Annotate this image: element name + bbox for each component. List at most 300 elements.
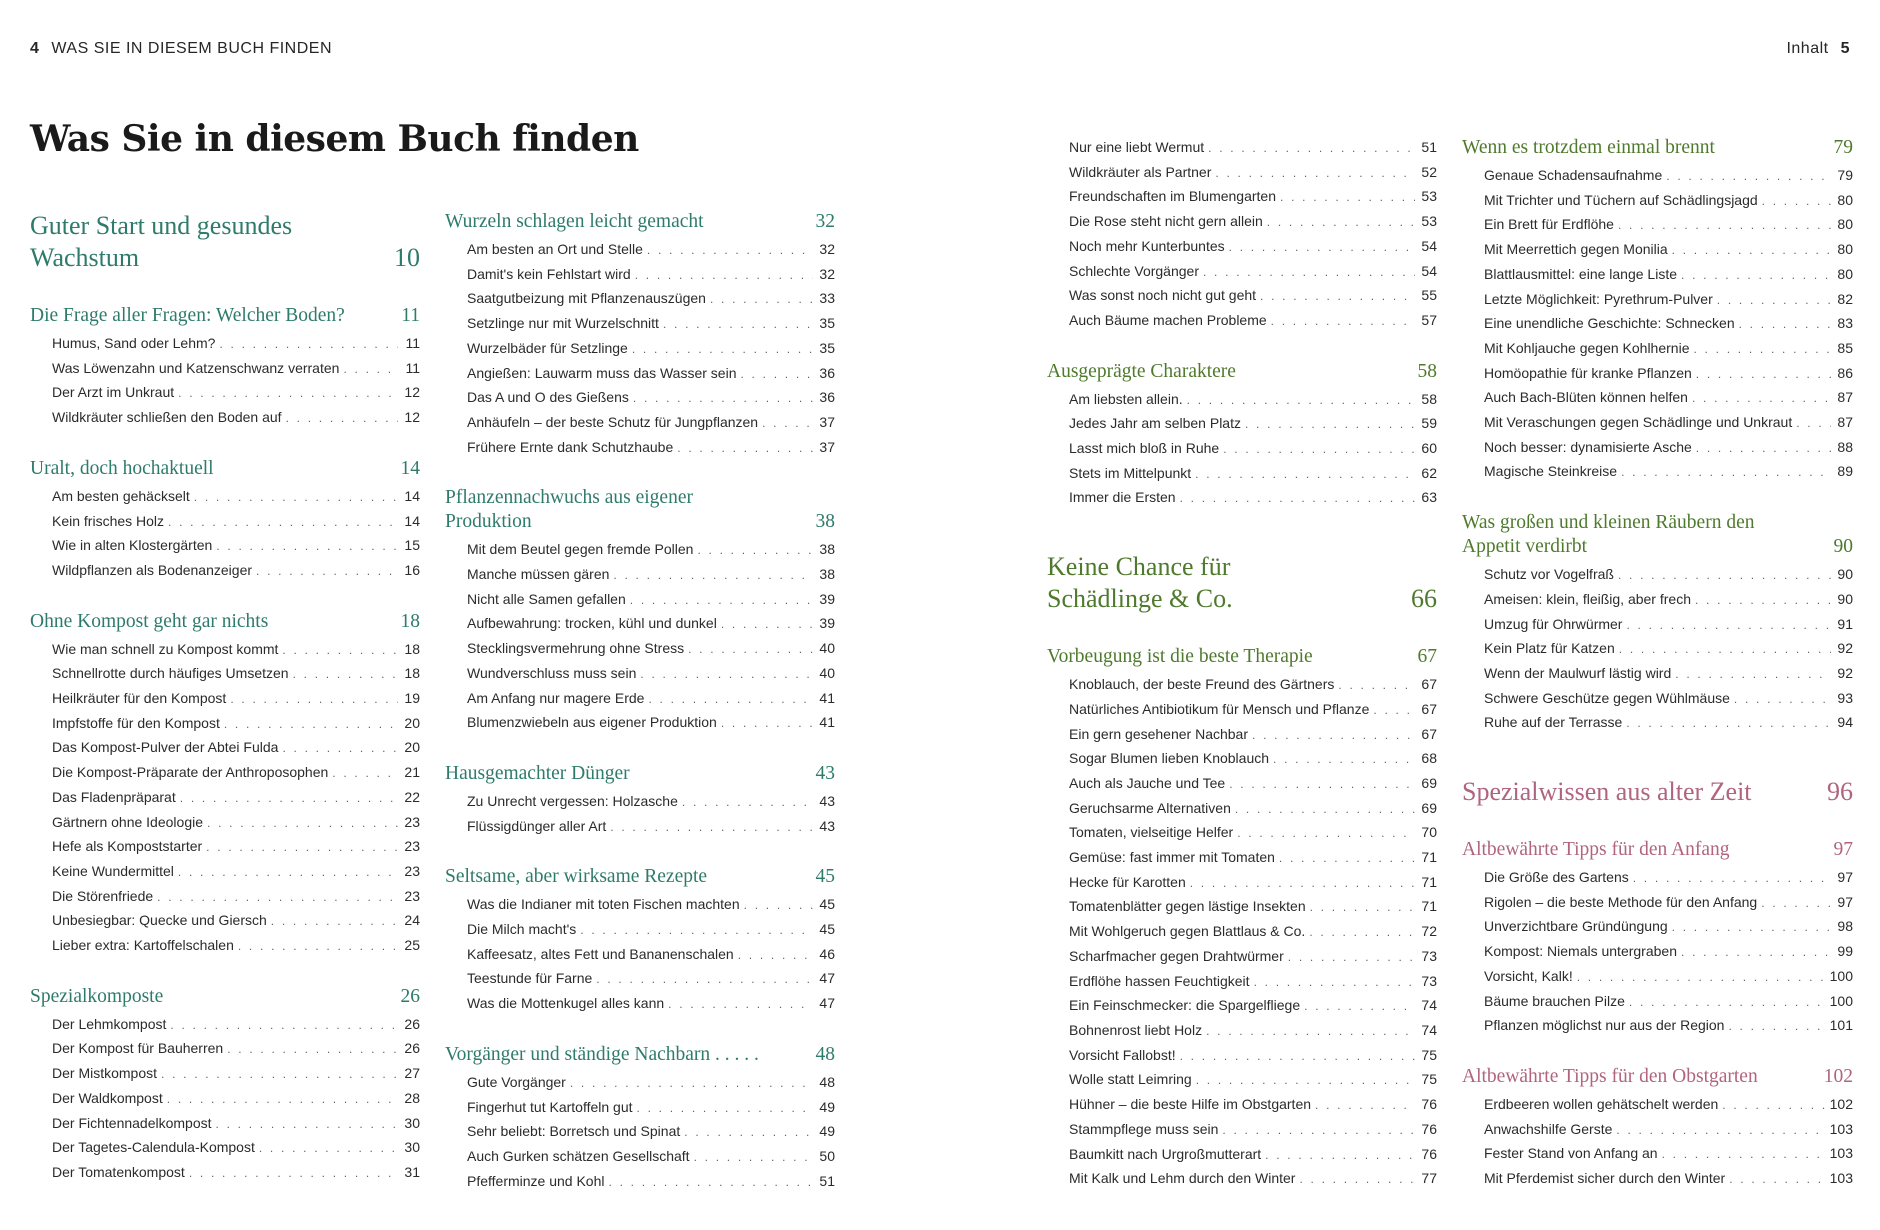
toc-entry[interactable] — [1047, 260, 1437, 285]
toc-entry[interactable] — [1047, 821, 1437, 846]
entry-title: Kein frisches Holz — [52, 512, 165, 529]
toc-entry[interactable] — [445, 815, 835, 840]
entry-page: 91 — [1837, 615, 1853, 632]
toc-entry[interactable] — [445, 662, 835, 687]
entry-page: 28 — [404, 1089, 420, 1106]
section-heading[interactable] — [30, 304, 420, 328]
entry-page: 90 — [1837, 566, 1853, 583]
entry-title: Bäume brauchen Pilze — [1484, 992, 1625, 1009]
toc-entry[interactable] — [30, 1112, 420, 1137]
entry-page: 14 — [404, 512, 420, 529]
toc-entry[interactable] — [445, 411, 835, 436]
dot-leader — [286, 407, 398, 431]
dot-leader — [762, 412, 813, 436]
entry-page: 18 — [404, 665, 420, 682]
toc-entry[interactable] — [1462, 940, 1853, 965]
dot-leader — [1237, 822, 1415, 846]
toc-entry[interactable] — [30, 1062, 420, 1087]
dot-leader — [744, 894, 813, 918]
section-title: Altbewährte Tipps für den Anfang — [1462, 839, 1730, 861]
dot-leader — [259, 1137, 398, 1161]
toc-entry[interactable] — [445, 687, 835, 712]
entry-title: Die Rose steht nicht gern allein — [1069, 213, 1263, 230]
toc-entry[interactable] — [445, 992, 835, 1017]
toc-entry[interactable] — [1462, 362, 1853, 387]
toc-entry[interactable] — [445, 386, 835, 411]
toc-entry[interactable] — [445, 538, 835, 563]
entry-page: 49 — [819, 1098, 835, 1115]
section-title: Die Frage aller Fragen: Welcher Boden? — [30, 305, 345, 326]
entry-page: 73 — [1421, 947, 1437, 964]
dot-leader — [1616, 1119, 1825, 1143]
dot-leader — [647, 239, 813, 263]
entry-title: Flüssigdünger aller Art — [467, 817, 607, 834]
toc-entry[interactable] — [1462, 637, 1853, 662]
toc-entry[interactable] — [1047, 161, 1437, 186]
toc-entry[interactable] — [445, 563, 835, 588]
toc-entry[interactable] — [1047, 772, 1437, 797]
dot-leader — [238, 935, 398, 959]
dot-leader — [1626, 712, 1831, 736]
section-heading[interactable] — [445, 210, 835, 234]
toc-entry[interactable] — [1462, 891, 1853, 916]
toc-entry[interactable] — [1462, 164, 1853, 189]
dot-leader — [570, 1072, 813, 1096]
toc-entry[interactable] — [1462, 386, 1853, 411]
section-heading[interactable] — [1047, 360, 1437, 384]
entry-page: 80 — [1837, 216, 1853, 233]
dot-leader — [613, 564, 813, 588]
toc-entry[interactable] — [30, 357, 420, 382]
section-title: Uralt, doch hochaktuell — [30, 457, 214, 479]
toc-entry[interactable] — [30, 909, 420, 934]
entry-page: 46 — [819, 945, 835, 962]
toc-entry[interactable] — [1462, 613, 1853, 638]
toc-entry[interactable] — [445, 711, 835, 736]
entry-title: Wildpflanzen als Bodenanzeiger — [52, 561, 253, 578]
entry-title: Ruhe auf der Terrasse — [1484, 714, 1623, 731]
toc-section — [445, 1043, 835, 1195]
section-page: 38 — [815, 511, 835, 533]
toc-entry[interactable] — [1462, 711, 1853, 736]
entry-title: Tomatenblätter gegen lästige Insekten — [1069, 898, 1306, 915]
toc-entry[interactable] — [1462, 866, 1853, 891]
entry-title: Mit Pferdemist sicher durch den Winter — [1484, 1170, 1726, 1187]
toc-entry[interactable] — [30, 761, 420, 786]
dot-leader — [1633, 867, 1831, 891]
toc-entry[interactable] — [445, 312, 835, 337]
entry-title: Der Arzt im Unkraut — [52, 384, 175, 401]
toc-entry[interactable] — [1047, 846, 1437, 871]
dot-leader — [1739, 313, 1831, 337]
section-heading[interactable] — [445, 762, 835, 786]
entry-page: 69 — [1421, 799, 1437, 816]
toc-entry[interactable] — [1462, 1167, 1853, 1192]
dot-leader — [1223, 438, 1415, 462]
dot-leader — [178, 382, 398, 406]
dot-leader — [668, 993, 813, 1017]
entry-title: Auch Bäume machen Probleme — [1069, 311, 1267, 328]
toc-section — [1047, 136, 1437, 334]
dot-leader — [640, 663, 813, 687]
dot-leader — [1222, 1119, 1415, 1143]
toc-entry[interactable] — [30, 332, 420, 357]
entry-page: 102 — [1829, 1095, 1853, 1112]
dot-leader — [332, 762, 398, 786]
toc-entry[interactable] — [445, 1170, 835, 1195]
entry-page: 30 — [404, 1114, 420, 1131]
toc-entry[interactable] — [30, 406, 420, 431]
toc-entry[interactable] — [30, 381, 420, 406]
toc-entry[interactable] — [1462, 1014, 1853, 1039]
toc-entry[interactable] — [445, 436, 835, 461]
dot-leader — [1722, 1094, 1825, 1118]
toc-entry[interactable] — [445, 337, 835, 362]
dot-leader — [1180, 1045, 1415, 1069]
dot-leader — [1245, 413, 1415, 437]
toc-entry[interactable] — [1047, 1143, 1437, 1168]
toc-entry[interactable] — [1047, 1019, 1437, 1044]
entry-page: 20 — [404, 739, 420, 756]
entry-title: Am liebsten allein. — [1069, 390, 1183, 407]
section-heading[interactable] — [30, 457, 420, 481]
entry-page: 39 — [819, 590, 835, 607]
toc-entry[interactable] — [445, 1145, 835, 1170]
entry-page: 86 — [1837, 364, 1853, 381]
toc-entry[interactable] — [1047, 747, 1437, 772]
toc-entry[interactable] — [1047, 1068, 1437, 1093]
toc-entry[interactable] — [1047, 1118, 1437, 1143]
toc-entry[interactable] — [1047, 673, 1437, 698]
dot-leader — [194, 486, 398, 510]
dot-leader — [648, 688, 813, 712]
toc-entry[interactable] — [1047, 210, 1437, 235]
dot-leader — [635, 264, 813, 288]
dot-leader — [580, 919, 813, 943]
section-page: 18 — [400, 610, 420, 632]
toc-entry[interactable] — [1047, 1167, 1437, 1192]
entry-page: 103 — [1829, 1145, 1853, 1162]
entry-title: Homöopathie für kranke Pflanzen — [1484, 364, 1692, 381]
dot-leader — [1681, 941, 1831, 965]
toc-entry[interactable] — [30, 1087, 420, 1112]
entry-title: Mit dem Beutel gegen fremde Pollen — [467, 541, 694, 558]
entry-title: Die Kompost-Präparate der Anthroposophen — [52, 764, 329, 781]
toc-entry[interactable] — [445, 1071, 835, 1096]
toc-entry[interactable] — [1462, 238, 1853, 263]
toc-entry[interactable] — [30, 1161, 420, 1186]
toc-entry[interactable] — [1047, 486, 1437, 511]
toc-entry[interactable] — [30, 662, 420, 687]
dot-leader — [637, 1097, 813, 1121]
entry-page: 59 — [1421, 415, 1437, 432]
toc-entry[interactable] — [445, 238, 835, 263]
toc-entry[interactable] — [30, 485, 420, 510]
toc-entry[interactable] — [1462, 588, 1853, 613]
toc-entry[interactable] — [30, 1136, 420, 1161]
toc-entry[interactable] — [445, 943, 835, 968]
entry-page: 40 — [819, 640, 835, 657]
section-heading[interactable] — [30, 985, 420, 1009]
entry-title: Anwachshilfe Gerste — [1484, 1120, 1613, 1137]
running-head-left — [30, 40, 332, 58]
dot-leader — [216, 1113, 398, 1137]
section-title: Hausgemachter Dünger — [445, 762, 630, 784]
entry-title: Wildkräuter schließen den Boden auf — [52, 409, 282, 426]
dot-leader — [1619, 638, 1831, 662]
toc-entry[interactable] — [1047, 797, 1437, 822]
entry-page: 92 — [1837, 640, 1853, 657]
entry-page: 87 — [1837, 414, 1853, 431]
entry-title: Auch Gurken schätzen Gesellschaft — [467, 1147, 690, 1164]
entry-page: 51 — [1421, 139, 1437, 155]
dot-leader — [1696, 437, 1831, 461]
entry-title: Frühere Ernte dank Schutzhaube — [467, 438, 674, 455]
entry-title: Was sonst noch nicht gut geht — [1069, 287, 1257, 304]
toc-column-2 — [445, 210, 835, 1220]
toc-entry[interactable] — [1462, 563, 1853, 588]
toc-entry[interactable] — [1047, 437, 1437, 462]
section-heading[interactable] — [1047, 645, 1437, 669]
toc-entry[interactable] — [445, 612, 835, 637]
section-heading[interactable] — [1462, 1065, 1853, 1089]
entry-title: Mit Kohljauche gegen Kohlhernie — [1484, 339, 1690, 356]
entry-title: Die Störenfriede — [52, 887, 154, 904]
dot-leader — [1662, 1143, 1826, 1167]
toc-entry[interactable] — [30, 510, 420, 535]
dot-leader — [633, 387, 813, 411]
entry-title: Gemüse: fast immer mit Tomaten — [1069, 849, 1275, 866]
chapter-page: 96 — [1827, 777, 1853, 807]
toc-entry[interactable] — [1047, 462, 1437, 487]
toc-entry[interactable] — [30, 885, 420, 910]
toc-entry[interactable] — [1047, 309, 1437, 334]
toc-entry[interactable] — [1047, 895, 1437, 920]
toc-entry[interactable] — [1462, 915, 1853, 940]
toc-entry[interactable] — [1047, 136, 1437, 161]
section-heading[interactable] — [445, 486, 835, 534]
toc-entry[interactable] — [30, 736, 420, 761]
entry-title: Das Fladenpräparat — [52, 788, 176, 805]
toc-section — [30, 610, 420, 959]
entry-page: 68 — [1421, 750, 1437, 767]
toc-entry[interactable] — [1462, 1142, 1853, 1167]
toc-entry[interactable] — [445, 1096, 835, 1121]
entry-title: Letzte Möglichkeit: Pyrethrum-Pulver — [1484, 290, 1713, 307]
toc-entry[interactable] — [445, 790, 835, 815]
toc-entry[interactable] — [1047, 412, 1437, 437]
dot-leader — [1279, 847, 1415, 871]
entry-page: 52 — [1421, 163, 1437, 180]
entry-page: 101 — [1829, 1017, 1853, 1034]
toc-entry[interactable] — [445, 588, 835, 613]
toc-entry[interactable] — [30, 534, 420, 559]
toc-entry[interactable] — [1462, 990, 1853, 1015]
entry-page: 73 — [1421, 972, 1437, 989]
toc-entry[interactable] — [1462, 662, 1853, 687]
dot-leader — [167, 1088, 398, 1112]
dot-leader — [1280, 186, 1415, 210]
dot-leader — [1693, 338, 1831, 362]
toc-entry[interactable] — [1047, 970, 1437, 995]
chapter-title: Keine Chance für Schädlinge & Co. — [1047, 552, 1233, 614]
entry-title: Wolle statt Leimring — [1069, 1071, 1192, 1088]
entry-page: 67 — [1421, 700, 1437, 717]
chapter-heading[interactable] — [30, 210, 420, 274]
entry-title: Mit Meerrettich gegen Monilia — [1484, 241, 1668, 258]
toc-entry[interactable] — [1462, 213, 1853, 238]
toc-entry[interactable] — [30, 934, 420, 959]
toc-entry[interactable] — [1047, 920, 1437, 945]
toc-entry[interactable] — [1047, 284, 1437, 309]
toc-entry[interactable] — [1047, 388, 1437, 413]
toc-section — [30, 457, 420, 584]
entry-page: 22 — [404, 788, 420, 805]
toc-entry[interactable] — [30, 1013, 420, 1038]
section-title: Spezialkomposte — [30, 985, 164, 1007]
toc-entry[interactable] — [1462, 189, 1853, 214]
toc-entry[interactable] — [30, 811, 420, 836]
toc-entry[interactable] — [1462, 965, 1853, 990]
toc-entry[interactable] — [30, 638, 420, 663]
dot-leader — [157, 886, 398, 910]
toc-section — [445, 762, 835, 839]
toc-entry[interactable] — [445, 287, 835, 312]
toc-entry[interactable] — [1462, 337, 1853, 362]
entry-title: Natürliches Antibiotikum für Mensch und Pflanze — [1069, 700, 1370, 717]
dot-leader — [1195, 463, 1415, 487]
entry-title: Wenn der Maulwurf lästig wird — [1484, 664, 1672, 681]
toc-entry[interactable] — [30, 860, 420, 885]
entry-page: 97 — [1837, 893, 1853, 910]
toc-entry[interactable] — [1047, 235, 1437, 260]
section-heading[interactable] — [1462, 511, 1853, 559]
chapter-page: 10 — [394, 243, 420, 272]
entry-page: 11 — [405, 359, 420, 376]
entry-page: 103 — [1829, 1120, 1853, 1137]
entry-title: Setzlinge nur mit Wurzelschnitt — [467, 315, 659, 332]
entry-page: 20 — [404, 714, 420, 731]
section-heading[interactable] — [445, 865, 835, 889]
entry-title: Geruchsarme Alternativen — [1069, 799, 1231, 816]
dot-leader — [697, 539, 813, 563]
toc-entry[interactable] — [1462, 1093, 1853, 1118]
entry-title: Hühner – die beste Hilfe im Obstgarten — [1069, 1096, 1312, 1113]
dot-leader — [1761, 892, 1831, 916]
dot-leader — [1626, 614, 1831, 638]
dot-leader — [293, 663, 398, 687]
entry-page: 23 — [404, 838, 420, 855]
entry-title: Der Mistkompost — [52, 1065, 158, 1082]
entry-page: 80 — [1837, 265, 1853, 282]
toc-entry[interactable] — [445, 1120, 835, 1145]
dot-leader — [610, 816, 813, 840]
entry-title: Umzug für Ohrwürmer — [1484, 615, 1623, 632]
entry-page: 103 — [1829, 1170, 1853, 1187]
section-heading[interactable] — [1462, 838, 1853, 862]
toc-entry[interactable] — [30, 786, 420, 811]
section-title: Vorgänger und ständige Nachbarn . . . . . — [445, 1043, 759, 1065]
entry-title: Genaue Schadensaufnahme — [1484, 167, 1663, 183]
entry-title: Tomaten, vielseitige Helfer — [1069, 824, 1234, 841]
toc-entry[interactable] — [445, 893, 835, 918]
entry-title: Am besten gehäckselt — [52, 487, 190, 504]
toc-entry[interactable] — [1462, 411, 1853, 436]
toc-section — [445, 486, 835, 736]
toc-entry[interactable] — [1047, 185, 1437, 210]
toc-entry[interactable] — [30, 1037, 420, 1062]
toc-entry[interactable] — [1047, 1093, 1437, 1118]
entry-title: Mit Veraschungen gegen Schädlinge und Unkraut — [1484, 414, 1793, 431]
toc-entry[interactable] — [1462, 436, 1853, 461]
toc-entry[interactable] — [1047, 871, 1437, 896]
entry-title: Manche müssen gären — [467, 566, 610, 583]
entry-title: Humus, Sand oder Lehm? — [52, 335, 216, 351]
dot-leader — [1265, 1144, 1415, 1168]
entry-page: 89 — [1837, 463, 1853, 480]
toc-entry[interactable] — [30, 712, 420, 737]
toc-entry[interactable] — [1462, 288, 1853, 313]
toc-entry[interactable] — [445, 362, 835, 387]
toc-entry[interactable] — [1462, 312, 1853, 337]
entry-page: 47 — [819, 995, 835, 1012]
toc-entry[interactable] — [30, 559, 420, 584]
toc-entry[interactable] — [1462, 687, 1853, 712]
entry-title: Noch besser: dynamisierte Asche — [1484, 438, 1692, 455]
dot-leader — [1696, 363, 1831, 387]
toc-entry[interactable] — [1047, 1044, 1437, 1069]
entry-page: 53 — [1421, 213, 1437, 230]
section-heading[interactable] — [445, 1043, 835, 1067]
entry-title: Noch mehr Kunterbuntes — [1069, 237, 1225, 254]
toc-entry[interactable] — [30, 687, 420, 712]
entry-title: Der Tomatenkompost — [52, 1163, 185, 1180]
entry-title: Saatgutbeizung mit Pflanzenauszügen — [467, 290, 706, 307]
dot-leader — [740, 363, 813, 387]
chapter-heading[interactable] — [1462, 776, 1853, 808]
entry-title: Mit Kalk und Lehm durch den Winter — [1069, 1170, 1296, 1187]
toc-entry[interactable] — [1047, 698, 1437, 723]
toc-entry[interactable] — [1462, 1118, 1853, 1143]
entry-title: Was die Indianer mit toten Fischen machten — [467, 896, 740, 913]
toc-entry[interactable] — [30, 835, 420, 860]
entry-title: Schnellrotte durch häufiges Umsetzen — [52, 665, 289, 682]
entry-page: 38 — [819, 541, 835, 558]
entry-title: Pflanzen möglichst nur aus der Region — [1484, 1017, 1725, 1034]
toc-entry[interactable] — [1047, 945, 1437, 970]
dot-leader — [721, 613, 813, 637]
toc-entry[interactable] — [445, 263, 835, 288]
entry-title: Lasst mich bloß in Ruhe — [1069, 440, 1220, 457]
entry-page: 32 — [819, 265, 835, 282]
entry-page: 79 — [1837, 167, 1853, 183]
toc-entry[interactable] — [1462, 263, 1853, 288]
toc-entry[interactable] — [1462, 460, 1853, 485]
section-heading[interactable] — [30, 610, 420, 634]
entry-page: 30 — [404, 1139, 420, 1156]
toc-entry[interactable] — [1047, 994, 1437, 1019]
entry-title: Freundschaften im Blumengarten — [1069, 188, 1276, 205]
dot-leader — [1235, 798, 1415, 822]
section-heading[interactable] — [1462, 136, 1853, 160]
entry-title: Wie man schnell zu Kompost kommt — [52, 640, 279, 657]
toc-entry[interactable] — [1047, 723, 1437, 748]
toc-entry[interactable] — [445, 918, 835, 943]
toc-entry[interactable] — [445, 967, 835, 992]
toc-entry[interactable] — [445, 637, 835, 662]
section-title: Pflanzennachwuchs aus eigener Produktion — [445, 487, 693, 533]
chapter-heading[interactable] — [1047, 551, 1437, 615]
